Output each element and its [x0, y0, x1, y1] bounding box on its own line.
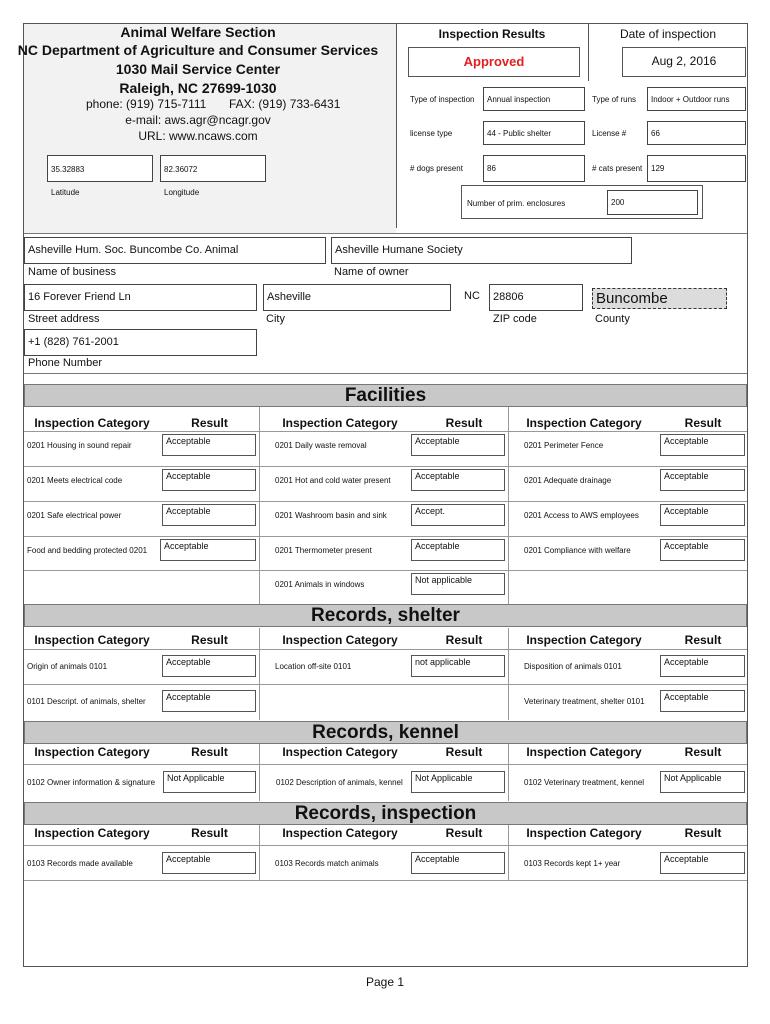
category-label: 0201 Housing in sound repair: [27, 441, 132, 450]
divider: [259, 407, 260, 604]
divider: [24, 764, 747, 765]
col-header-result: Result: [684, 826, 722, 840]
org-email: e-mail: aws.agr@ncagr.gov: [125, 113, 271, 127]
license-type-label: license type: [410, 129, 453, 138]
col-header-category: Inspection Category: [34, 745, 150, 759]
result-field[interactable]: Acceptable: [660, 852, 745, 874]
category-label: 0103 Records match animals: [275, 859, 379, 868]
latitude-label: Latitude: [51, 188, 80, 197]
category-label: 0201 Perimeter Fence: [524, 441, 604, 450]
license-type-value[interactable]: 44 - Public shelter: [483, 121, 585, 145]
longitude-label: Longitude: [164, 188, 200, 197]
county-value[interactable]: Buncombe: [592, 288, 727, 309]
result-field[interactable]: Acceptable: [162, 690, 256, 712]
latitude-value[interactable]: 35.32883: [47, 155, 153, 182]
divider: [508, 407, 509, 604]
col-header-category: Inspection Category: [282, 416, 398, 430]
phone-label: Phone Number: [28, 357, 102, 369]
cats-value[interactable]: 129: [647, 155, 746, 182]
category-label: 0201 Thermometer present: [275, 546, 372, 555]
category-label: 0201 Meets electrical code: [27, 476, 123, 485]
runs-label: Type of runs: [592, 95, 637, 104]
inspection-type-value[interactable]: Annual inspection: [483, 87, 585, 111]
category-label: 0103 Records made available: [27, 859, 133, 868]
result-field[interactable]: Acceptable: [411, 469, 505, 491]
org-address: 1030 Mail Service Center: [115, 61, 281, 77]
col-header-result: Result: [684, 416, 722, 430]
divider: [24, 536, 747, 537]
category-label: 0201 Compliance with welfare: [524, 546, 631, 555]
longitude-value[interactable]: 82.36072: [160, 155, 266, 182]
result-field[interactable]: Acceptable: [162, 852, 256, 874]
divider: [259, 744, 260, 801]
col-header-result: Result: [445, 826, 483, 840]
enclosures-value[interactable]: 200: [607, 190, 698, 215]
result-field[interactable]: not applicable: [411, 655, 505, 677]
col-header-category: Inspection Category: [282, 826, 398, 840]
result-field[interactable]: Not Applicable: [411, 771, 505, 793]
result-field[interactable]: Acceptable: [660, 690, 745, 712]
divider: [24, 233, 747, 234]
divider: [24, 845, 747, 846]
result-field[interactable]: Accept.: [411, 504, 505, 526]
state-value: NC: [464, 290, 480, 302]
category-label: 0201 Access to AWS employees: [524, 511, 639, 520]
divider: [259, 825, 260, 880]
section-records-kennel-title: Records, kennel: [24, 721, 747, 744]
col-header-category: Inspection Category: [34, 416, 150, 430]
zip-value[interactable]: 28806: [489, 284, 583, 311]
date-label: Date of inspection: [619, 27, 717, 41]
divider: [508, 628, 509, 720]
col-header-category: Inspection Category: [526, 745, 642, 759]
org-dept: NC Department of Agriculture and Consumer Services: [17, 42, 379, 58]
col-header-category: Inspection Category: [282, 633, 398, 647]
category-label: 0102 Description of animals, kennel: [276, 778, 403, 787]
divider: [508, 825, 509, 880]
col-header-category: Inspection Category: [282, 745, 398, 759]
category-label: 0201 Safe electrical power: [27, 511, 122, 520]
category-label: 0102 Owner information & signature: [27, 778, 156, 787]
section-facilities-title: Facilities: [24, 384, 747, 407]
category-label: Veterinary treatment, shelter 0101: [524, 697, 645, 706]
category-label: 0101 Descript. of animals, shelter: [27, 697, 146, 706]
result-field[interactable]: Acceptable: [660, 655, 745, 677]
zip-label: ZIP code: [493, 313, 537, 325]
date-value[interactable]: Aug 2, 2016: [622, 47, 746, 77]
divider: [24, 684, 747, 685]
col-header-result: Result: [191, 826, 228, 840]
org-phone: phone: (919) 715-7111: [86, 97, 207, 111]
divider: [24, 373, 747, 374]
col-header-result: Result: [445, 416, 483, 430]
license-num-value[interactable]: 66: [647, 121, 746, 145]
col-header-category: Inspection Category: [526, 826, 642, 840]
result-field[interactable]: Acceptable: [162, 469, 256, 491]
category-label: 0201 Washroom basin and sink: [275, 511, 387, 520]
business-name-value[interactable]: Asheville Hum. Soc. Buncombe Co. Animal: [24, 237, 326, 264]
category-label: Origin of animals 0101: [27, 662, 108, 671]
result-field[interactable]: Acceptable: [160, 539, 256, 561]
divider: [24, 880, 747, 881]
col-header-result: Result: [684, 745, 722, 759]
category-label: Food and bedding protected 0201: [27, 546, 148, 555]
col-header-result: Result: [684, 633, 722, 647]
business-name-label: Name of business: [28, 266, 117, 278]
owner-name-value[interactable]: Asheville Humane Society: [331, 237, 632, 264]
enclosures-label: Number of prim. enclosures: [467, 199, 566, 208]
org-city: Raleigh, NC 27699-1030: [119, 80, 277, 96]
license-num-label: License #: [592, 129, 627, 138]
col-header-result: Result: [191, 745, 228, 759]
category-label: 0102 Veterinary treatment, kennel: [524, 778, 645, 787]
category-label: Disposition of animals 0101: [524, 662, 622, 671]
category-label: 0201 Daily waste removal: [275, 441, 367, 450]
results-label: Inspection Results: [438, 27, 546, 41]
category-label: 0103 Records kept 1+ year: [524, 859, 621, 868]
col-header-category: Inspection Category: [526, 633, 642, 647]
category-label: 0201 Adequate drainage: [524, 476, 612, 485]
street-value[interactable]: 16 Forever Friend Ln: [24, 284, 257, 311]
results-value[interactable]: Approved: [408, 47, 580, 77]
org-url: URL: www.ncaws.com: [138, 129, 258, 143]
runs-value[interactable]: Indoor + Outdoor runs: [647, 87, 746, 111]
street-label: Street address: [28, 313, 100, 325]
result-field[interactable]: Acceptable: [660, 539, 745, 561]
divider: [24, 431, 747, 432]
inspection-type-label: Type of inspection: [410, 95, 475, 104]
city-value[interactable]: Asheville: [263, 284, 451, 311]
col-header-result: Result: [191, 633, 228, 647]
col-header-category: Inspection Category: [34, 633, 150, 647]
divider: [508, 744, 509, 801]
category-label: Location off-site 0101: [275, 662, 352, 671]
divider: [24, 466, 747, 467]
col-header-result: Result: [445, 745, 483, 759]
col-header-result: Result: [445, 633, 483, 647]
category-label: 0201 Animals in windows: [275, 580, 365, 589]
result-field[interactable]: Acceptable: [411, 539, 505, 561]
cats-label: # cats present: [592, 164, 643, 173]
result-field[interactable]: Acceptable: [411, 852, 505, 874]
owner-name-label: Name of owner: [334, 266, 409, 278]
result-field[interactable]: Not applicable: [411, 573, 505, 595]
phone-value[interactable]: +1 (828) 761-2001: [24, 329, 257, 356]
result-field[interactable]: Acceptable: [162, 434, 256, 456]
section-records-inspection-title: Records, inspection: [24, 802, 747, 825]
col-header-result: Result: [191, 416, 228, 430]
divider: [24, 649, 747, 650]
dogs-label: # dogs present: [410, 164, 463, 173]
divider: [259, 628, 260, 720]
org-section: Animal Welfare Section: [120, 24, 276, 40]
county-label: County: [595, 313, 630, 325]
result-field[interactable]: Acceptable: [162, 655, 256, 677]
result-field[interactable]: Acceptable: [660, 469, 745, 491]
result-field[interactable]: Acceptable: [162, 504, 256, 526]
result-field[interactable]: Not Applicable: [163, 771, 256, 793]
result-field[interactable]: Not Applicable: [660, 771, 745, 793]
org-fax: FAX: (919) 733-6431: [229, 97, 341, 111]
city-label: City: [266, 313, 285, 325]
col-header-category: Inspection Category: [34, 826, 150, 840]
section-records-shelter-title: Records, shelter: [24, 604, 747, 627]
divider: [24, 501, 747, 502]
result-field[interactable]: Acceptable: [411, 434, 505, 456]
result-field[interactable]: Acceptable: [660, 434, 745, 456]
divider: [24, 570, 747, 571]
col-header-category: Inspection Category: [526, 416, 642, 430]
result-field[interactable]: Acceptable: [660, 504, 745, 526]
page-number: Page 1: [365, 975, 405, 989]
category-label: 0201 Hot and cold water present: [275, 476, 391, 485]
dogs-value[interactable]: 86: [483, 155, 585, 182]
